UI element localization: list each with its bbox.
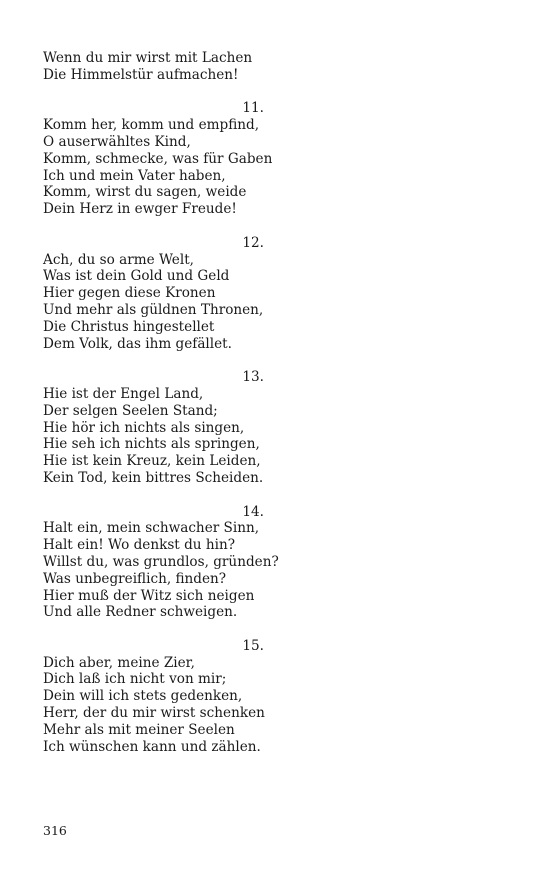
- stanza-number: 13.: [242, 369, 264, 386]
- verse-line: Ich wünschen kann und zählen.: [43, 738, 261, 755]
- verse-line: Die Christus hingestellet: [43, 318, 215, 335]
- verse-line: Kein Tod, kein bittres Scheiden.: [43, 469, 264, 486]
- verse-line: Hie seh ich nichts als springen,: [43, 436, 260, 453]
- verse-line: Ich und mein Vater haben,: [43, 167, 226, 184]
- verse-line: Halt ein! Wo denkst du hin?: [43, 537, 235, 554]
- poem-body: [43, 50, 279, 755]
- verse-line: Komm, wirst du sagen, weide: [43, 184, 247, 201]
- stanza-number: 12.: [242, 234, 264, 251]
- stanza-number: 15.: [242, 637, 264, 654]
- verse-line: Ach, du so arme Welt,: [43, 251, 194, 268]
- verse-line: Hie ist der Engel Land,: [43, 385, 204, 402]
- stanza-15: [43, 638, 273, 756]
- verse-line: Dein will ich stets gedenken,: [43, 688, 243, 705]
- verse-line: Herr, der du mir wirst schenken: [43, 705, 265, 722]
- stanza-11: [43, 100, 273, 218]
- verse-line: Hie ist kein Kreuz, kein Leiden,: [43, 453, 261, 470]
- verse-line: Wenn du mir wirst mit Lachen: [43, 50, 253, 66]
- stanza-14: [43, 503, 279, 622]
- verse-line: O auserwähltes Kind,: [43, 133, 191, 150]
- verse-line: Dein Herz in ewger Freude!: [43, 201, 237, 218]
- verse-line: Was unbegreiflich, finden?: [43, 570, 227, 587]
- verse-line: Und alle Redner schweigen.: [43, 604, 238, 621]
- verse-line: Dich laß ich nicht von mir;: [43, 671, 227, 688]
- verse-line: Komm, schmecke, was für Gaben: [43, 150, 273, 167]
- verse-line: Willst du, was grundlos, gründen?: [43, 553, 279, 570]
- stanza-12: [43, 235, 273, 353]
- verse-line: Der selgen Seelen Stand;: [43, 402, 218, 419]
- verse-line: Die Himmelstür aufmachen!: [43, 66, 239, 83]
- verse-line: Komm her, komm und empfind,: [43, 117, 260, 134]
- verse-line: Halt ein, mein schwacher Sinn,: [43, 520, 260, 537]
- verse-line: Was ist dein Gold und Geld: [43, 268, 230, 285]
- verse-line: Und mehr als güldnen Thronen,: [43, 301, 264, 318]
- stanza-number: 14.: [242, 503, 264, 520]
- stanza-fragment: [43, 50, 273, 84]
- stanza-number: 11.: [242, 100, 264, 117]
- page-number: 316: [43, 823, 67, 838]
- verse-line: Dich aber, meine Zier,: [43, 654, 195, 671]
- verse-line: Hier gegen diese Kronen: [43, 285, 216, 302]
- verse-line: Hier muß der Witz sich neigen: [43, 587, 255, 604]
- verse-line: Dem Volk, das ihm gefället.: [43, 335, 232, 352]
- verse-line: Mehr als mit meiner Seelen: [43, 721, 235, 738]
- stanza-13: [43, 369, 273, 487]
- verse-line: Hie hör ich nichts als singen,: [43, 419, 245, 436]
